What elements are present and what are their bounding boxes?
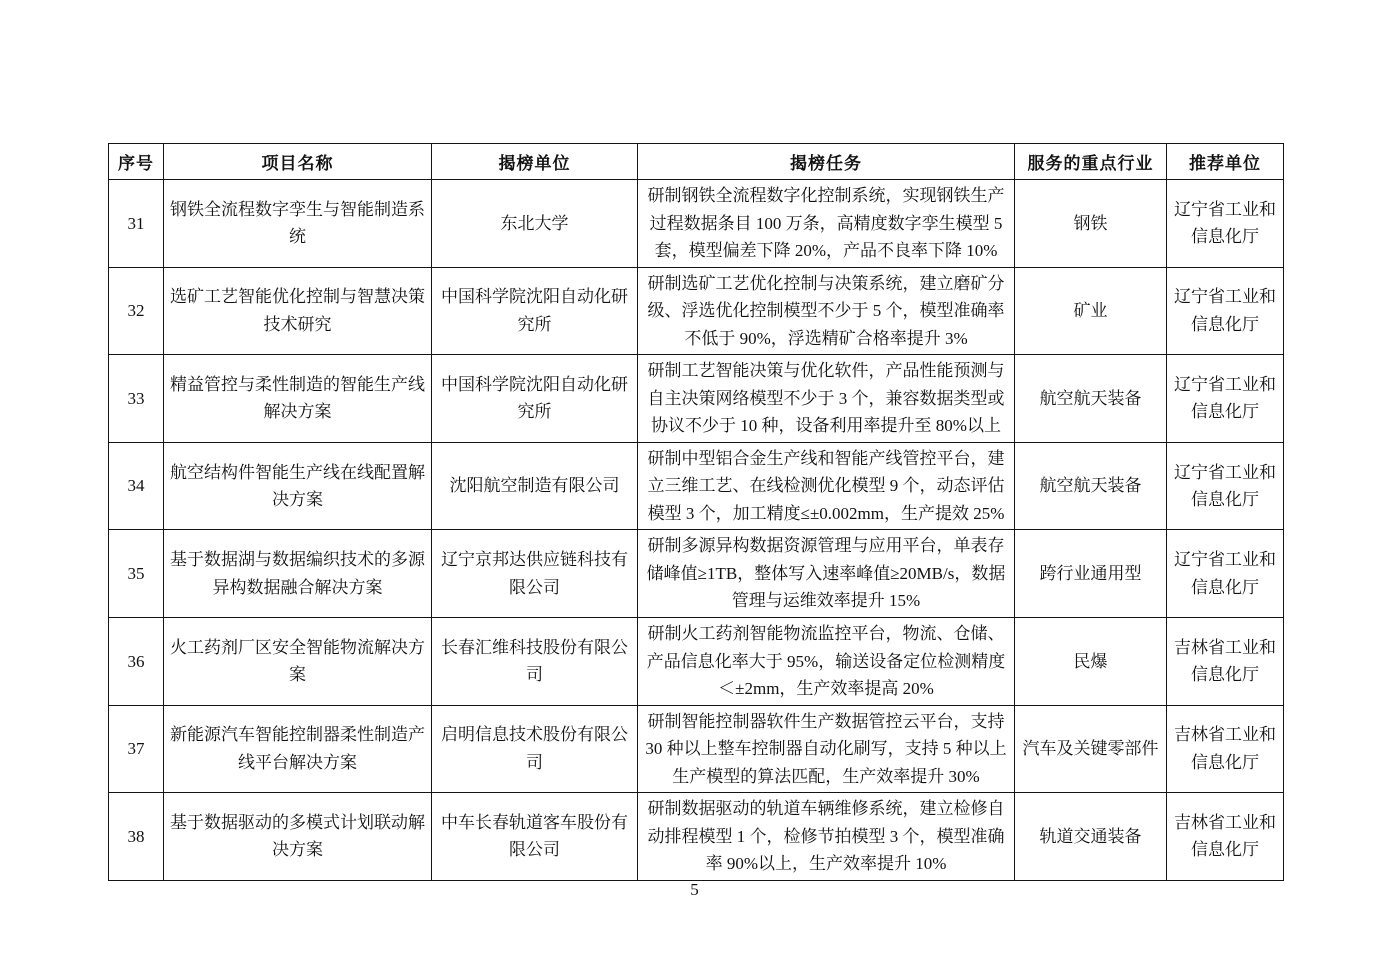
cell-unit: 中车长春轨道客车股份有限公司 [432,793,638,881]
page-number: 5 [690,880,699,899]
cell-industry: 航空航天装备 [1015,442,1167,530]
cell-no: 33 [109,355,164,443]
column-header: 揭榜任务 [638,144,1015,180]
cell-no: 31 [109,180,164,268]
cell-task: 研制数据驱动的轨道车辆维修系统，建立检修自动排程模型 1 个，检修节拍模型 3 个，模型准确率 90%以上，生产效率提升 10% [638,793,1015,881]
cell-no: 37 [109,705,164,793]
table-row [109,180,1284,268]
table-row [109,617,1284,705]
cell-industry: 轨道交通装备 [1015,793,1167,881]
cell-task: 研制火工药剂智能物流监控平台，物流、仓储、产品信息化率大于 95%，输送设备定位检测精度＜±2mm，生产效率提高 20% [638,617,1015,705]
cell-project: 精益管控与柔性制造的智能生产线解决方案 [164,355,432,443]
cell-task: 研制智能控制器软件生产数据管控云平台，支持 30 种以上整车控制器自动化刷写，支持 5 种以上生产模型的算法匹配，生产效率提升 30% [638,705,1015,793]
cell-unit: 沈阳航空制造有限公司 [432,442,638,530]
cell-project: 钢铁全流程数字孪生与智能制造系统 [164,180,432,268]
cell-project: 选矿工艺智能优化控制与智慧决策技术研究 [164,267,432,355]
table-row [109,442,1284,530]
cell-no: 32 [109,267,164,355]
column-header: 推荐单位 [1167,144,1284,180]
cell-project: 火工药剂厂区安全智能物流解决方案 [164,617,432,705]
cell-recommender: 辽宁省工业和信息化厅 [1167,267,1284,355]
table-row [109,530,1284,618]
cell-unit: 东北大学 [432,180,638,268]
cell-task: 研制中型铝合金生产线和智能产线管控平台，建立三维工艺、在线检测优化模型 9 个，动态评估模型 3 个，加工精度≤±0.002mm，生产提效 25% [638,442,1015,530]
cell-industry: 民爆 [1015,617,1167,705]
cell-no: 38 [109,793,164,881]
column-header: 项目名称 [164,144,432,180]
column-header: 揭榜单位 [432,144,638,180]
cell-task: 研制选矿工艺优化控制与决策系统，建立磨矿分级、浮选优化控制模型不少于 5 个，模型准确率不低于 90%，浮选精矿合格率提升 3% [638,267,1015,355]
header-row [109,144,1284,180]
cell-project: 航空结构件智能生产线在线配置解决方案 [164,442,432,530]
table-row [109,355,1284,443]
cell-recommender: 吉林省工业和信息化厅 [1167,793,1284,881]
project-table [108,143,1284,881]
cell-project: 基于数据驱动的多模式计划联动解决方案 [164,793,432,881]
cell-industry: 汽车及关键零部件 [1015,705,1167,793]
table-row [109,793,1284,881]
table-row [109,705,1284,793]
table-body [109,180,1284,881]
cell-unit: 辽宁京邦达供应链科技有限公司 [432,530,638,618]
cell-project: 基于数据湖与数据编织技术的多源异构数据融合解决方案 [164,530,432,618]
column-header: 服务的重点行业 [1015,144,1167,180]
cell-no: 34 [109,442,164,530]
cell-industry: 矿业 [1015,267,1167,355]
cell-recommender: 吉林省工业和信息化厅 [1167,705,1284,793]
cell-industry: 航空航天装备 [1015,355,1167,443]
cell-no: 36 [109,617,164,705]
cell-industry: 跨行业通用型 [1015,530,1167,618]
cell-task: 研制多源异构数据资源管理与应用平台，单表存储峰值≥1TB，整体写入速率峰值≥20MB/s，数据管理与运维效率提升 15% [638,530,1015,618]
cell-no: 35 [109,530,164,618]
cell-recommender: 辽宁省工业和信息化厅 [1167,442,1284,530]
cell-task: 研制钢铁全流程数字化控制系统，实现钢铁生产过程数据条目 100 万条，高精度数字孪生模型 5 套，模型偏差下降 20%，产品不良率下降 10% [638,180,1015,268]
cell-unit: 中国科学院沈阳自动化研究所 [432,267,638,355]
cell-unit: 长春汇维科技股份有限公司 [432,617,638,705]
cell-recommender: 辽宁省工业和信息化厅 [1167,530,1284,618]
table-row [109,267,1284,355]
cell-unit: 启明信息技术股份有限公司 [432,705,638,793]
cell-recommender: 吉林省工业和信息化厅 [1167,617,1284,705]
cell-project: 新能源汽车智能控制器柔性制造产线平台解决方案 [164,705,432,793]
cell-industry: 钢铁 [1015,180,1167,268]
column-header: 序号 [109,144,164,180]
cell-task: 研制工艺智能决策与优化软件，产品性能预测与自主决策网络模型不少于 3 个，兼容数据类型或协议不少于 10 种，设备利用率提升至 80%以上 [638,355,1015,443]
cell-recommender: 辽宁省工业和信息化厅 [1167,180,1284,268]
cell-recommender: 辽宁省工业和信息化厅 [1167,355,1284,443]
cell-unit: 中国科学院沈阳自动化研究所 [432,355,638,443]
